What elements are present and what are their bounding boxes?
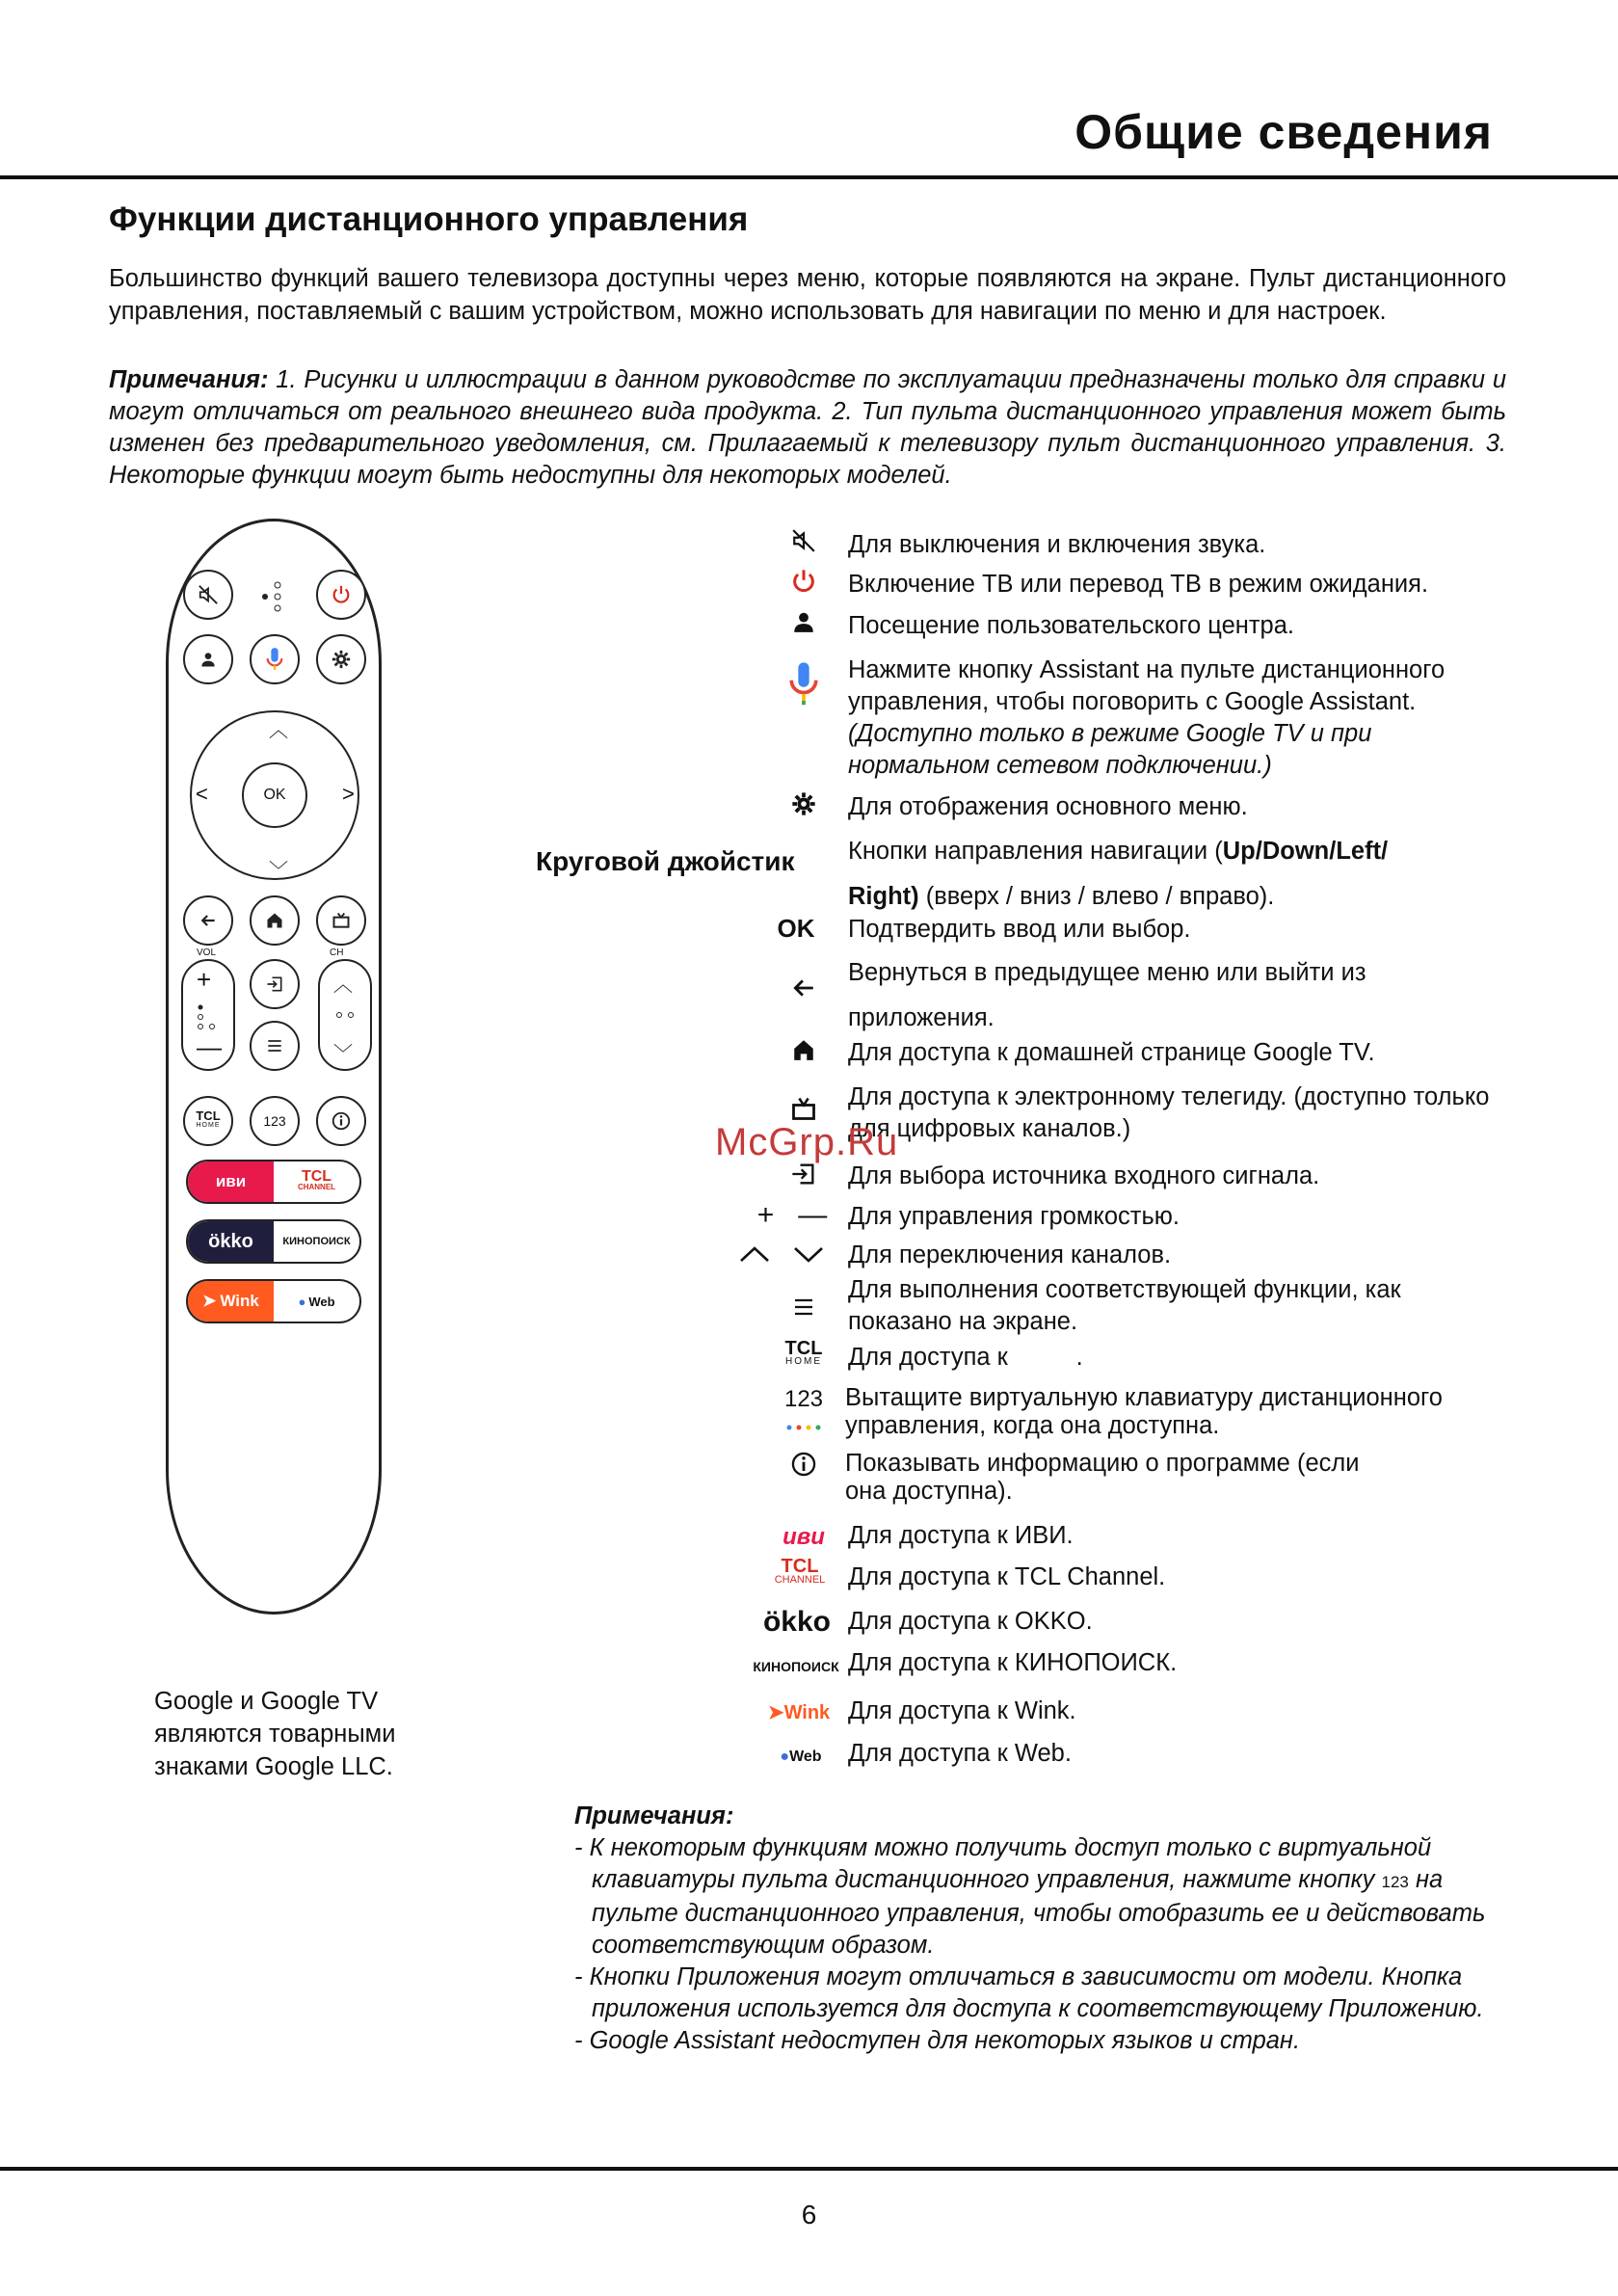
legend-kinopoisk-text: Для доступа к КИНОПОИСК.: [848, 1649, 1178, 1676]
bottom-notes: [574, 1801, 1519, 2057]
input-source-icon: [265, 974, 284, 994]
tcl-channel-logo-text: TCL: [301, 1168, 332, 1185]
joystick-up-icon: ︿: [269, 720, 288, 741]
legend-home-icon: [765, 1037, 842, 1068]
note-1-text-a: - К некоторым функциям можно получить доступ только с виртуальной клавиатуры пульта дистанционного управления, нажмите кнопку: [574, 1834, 1432, 1893]
remote-mute-button: [183, 570, 233, 620]
tcl-home-logo-subtext: HOME: [785, 1356, 822, 1367]
legend-web-logo: [748, 1743, 854, 1772]
remote-ok-button: OK: [242, 762, 307, 828]
tcl-channel-logo-subtext: CHANNEL: [297, 1183, 336, 1191]
remote-vol-label: VOL: [197, 948, 217, 958]
remote-power-button: [316, 570, 366, 620]
legend-tcl-home-icon: [765, 1338, 842, 1369]
page-header-title: Общие сведения: [1074, 105, 1493, 159]
remote-illustration: [166, 519, 382, 1615]
gear-icon: [331, 649, 352, 670]
volume-minus-icon: —: [798, 1199, 828, 1231]
footer-divider: [0, 2167, 1618, 2171]
legend-profile-text: Посещение пользовательского центра.: [848, 612, 1294, 639]
legend-home-text: Для доступа к домашней странице Google TV.: [848, 1039, 1375, 1066]
legend-guide-text: Для доступа к электронному телегиду. (доступно только для цифровых каналов.): [848, 1083, 1490, 1142]
keyboard-icon-text: 123: [783, 1386, 824, 1412]
wink-logo-text: Wink: [220, 1292, 259, 1310]
joystick-left-icon: <: [196, 782, 208, 806]
assistant-availability-note: (Доступно только в режиме Google TV и при нормальном сетевом подключении.): [848, 720, 1372, 779]
mute-icon: [198, 584, 219, 605]
remote-volume-rocker: [181, 959, 235, 1071]
tcl-channel-logo-text: TCL: [781, 1556, 819, 1577]
joystick-label: Круговой джойстик: [536, 846, 795, 876]
volume-plus-icon: +: [197, 965, 212, 994]
wink-arrow-icon: ➤: [202, 1292, 217, 1310]
legend-ivi-logo: иви: [782, 1524, 825, 1550]
legend-profile-icon: [765, 609, 842, 640]
legend-mute-text: Для выключения и включения звука.: [848, 531, 1266, 558]
remote-menu-button: [250, 1021, 300, 1071]
legend-input-source-icon: [765, 1161, 842, 1193]
legend-keyboard-icon: [765, 1388, 842, 1434]
legend-input-text: Для выбора источника входного сигнала.: [848, 1162, 1320, 1189]
remote-assistant-button: [250, 634, 300, 684]
ivi-logo: иви: [188, 1161, 274, 1202]
remote-tcl-home-button: [183, 1096, 233, 1146]
back-arrow-icon: [199, 911, 218, 930]
volume-dots: [195, 1003, 224, 1035]
page-number: 6: [801, 2200, 817, 2229]
intro-paragraph: Большинство функций вашего телевизора доступны через меню, которые появляются на экране. Пульт дистанционного управления, поставляемый с вашим устройством, можно использовать для навигации по меню и для настроек.: [109, 265, 1506, 325]
legend-wink-text: Для доступа к Wink.: [848, 1697, 1076, 1724]
nav-directions-bold-2: Right): [848, 883, 919, 910]
remote-input-button: [250, 959, 300, 1009]
assistant-description: Нажмите кнопку Assistant на пульте дистанционного управления, чтобы поговорить с Google Assistant.: [848, 656, 1446, 715]
legend-assistant-text: [848, 654, 1503, 782]
remote-info-button: [316, 1096, 366, 1146]
legend-info-icon: [765, 1451, 842, 1483]
legend-ok-icon: OK: [777, 914, 815, 943]
tcl-channel-logo-subtext: CHANNEL: [774, 1574, 826, 1586]
channel-down-icon: ﹀: [333, 1044, 353, 1065]
section-title: Функции дистанционного управления: [109, 200, 749, 238]
remote-keyboard-button: 123: [250, 1096, 300, 1146]
legend-info-text: Показывать информацию о программе (если она доступна).: [845, 1450, 1360, 1505]
globe-icon: ●: [298, 1294, 306, 1309]
remote-ch-label: CH: [330, 948, 344, 958]
nav-text-suffix: (вверх / вниз / влево / вправо).: [918, 883, 1275, 910]
tcl-home-logo-text: TCL: [784, 1338, 823, 1359]
remote-led-dots: [260, 579, 289, 614]
legend-settings-text: Для отображения основного меню.: [848, 793, 1248, 820]
legend-ivi-text: Для доступа к ИВИ.: [848, 1522, 1074, 1549]
legend-volume-text: Для управления громкостью.: [848, 1203, 1180, 1230]
legend-mute-icon: [765, 528, 842, 559]
menu-icon: [265, 1036, 284, 1055]
volume-plus-icon: +: [756, 1199, 775, 1231]
legend-keyboard-text: Вытащите виртуальную клавиатуру дистанционного управления, когда она доступна.: [845, 1384, 1443, 1439]
legend-okko-logo: ökko: [762, 1606, 832, 1638]
okko-logo: ökko: [188, 1221, 274, 1262]
notes-text: 1. Рисунки и иллюстрации в данном руководстве по эксплуатации предназначены только для справки и могут отличаться от реального внешнего вида продукта. 2. Тип пульта дистанционного управления может быть изменен без предварительного уведомления, см. Прилагаемый к телевизору пульт дистанционного управления. 3. Некоторые функции могут быть недоступны для некоторых моделей.: [109, 366, 1506, 489]
remote-ivi-tcl-pill: [186, 1160, 361, 1204]
notes-paragraph: [109, 364, 1506, 492]
legend-gear-icon: [765, 790, 842, 823]
legend-wink-logo: [746, 1698, 852, 1727]
home-icon: [265, 911, 284, 930]
info-icon: [331, 1110, 352, 1132]
note-1-text-b: на пульте дистанционного управления, чтобы отобразить ее и действовать соответствующим образом.: [592, 1866, 1486, 1959]
legend-tcl-channel-text: Для доступа к TCL Channel.: [848, 1563, 1166, 1590]
web-logo-text: Web: [308, 1294, 335, 1309]
bottom-note-1: [574, 1832, 1519, 1962]
tcl-home-logo-subtext: HOME: [196, 1122, 221, 1129]
legend-kinopoisk-logo: КИНОПОИСК: [753, 1659, 839, 1674]
legend-okko-text: Для доступа к OKKO.: [848, 1608, 1093, 1635]
legend-power-icon: [765, 568, 842, 601]
legend-volume-icons: [734, 1201, 850, 1230]
remote-guide-button: [316, 895, 366, 946]
nav-text-prefix: Кнопки направления навигации (: [848, 838, 1223, 865]
web-logo-text: Web: [789, 1749, 822, 1765]
channel-up-icon: ︿: [333, 974, 353, 996]
legend-tcl-home-text: Для доступа к .: [848, 1344, 1083, 1371]
globe-icon: ●: [780, 1749, 790, 1765]
channel-dots: [333, 1007, 358, 1025]
bottom-note-2: - Кнопки Приложения могут отличаться в зависимости от модели. Кнопка приложения используется для доступа к соответствующему Приложению.: [574, 1963, 1484, 2022]
legend-power-text: Включение ТВ или перевод ТВ в режим ожидания.: [848, 571, 1429, 598]
remote-settings-button: [316, 634, 366, 684]
bottom-note-3: - Google Assistant недоступен для некоторых языков и стран.: [574, 2027, 1301, 2054]
remote-okko-kinopoisk-pill: [186, 1219, 361, 1264]
bottom-notes-title: Примечания:: [574, 1802, 734, 1829]
legend-back-arrow-icon: [765, 975, 842, 1006]
profile-icon: [199, 650, 218, 669]
wink-logo-text: Wink: [783, 1702, 831, 1723]
trademark-note: Google и Google TV являются товарными знаками Google LLC.: [154, 1688, 396, 1780]
legend-microphone-icon: [765, 659, 842, 715]
joystick-down-icon: ﹀: [269, 861, 288, 882]
legend-back-text: Вернуться в предыдущее меню или выйти из приложения.: [848, 959, 1366, 1031]
joystick-right-icon: >: [342, 782, 355, 806]
microphone-icon: [264, 646, 285, 673]
legend-channel-icons: [730, 1241, 850, 1270]
remote-back-button: [183, 895, 233, 946]
header-divider: [0, 175, 1618, 179]
tcl-channel-logo: [274, 1161, 359, 1202]
legend-tcl-channel-logo: [752, 1556, 848, 1587]
power-icon: [331, 584, 352, 605]
tcl-home-logo-text: TCL: [196, 1108, 221, 1123]
wink-arrow-icon: ➤: [767, 1702, 784, 1723]
legend-ok-text: Подтвердить ввод или выбор.: [848, 916, 1191, 943]
keyboard-icon-dots: [784, 1424, 823, 1431]
remote-profile-button: [183, 634, 233, 684]
volume-minus-icon: —: [197, 1032, 222, 1061]
legend-menu-icon: [765, 1295, 842, 1324]
tv-guide-icon: [332, 911, 351, 930]
legend-web-text: Для доступа к Web.: [848, 1740, 1072, 1767]
nav-directions-bold: Up/Down/Left/: [1222, 838, 1389, 865]
legend-navigation-text: [848, 829, 1484, 920]
remote-home-button: [250, 895, 300, 946]
kinopoisk-logo: КИНОПОИСК: [282, 1236, 351, 1247]
note-1-keyboard-icon: 123: [1381, 1873, 1409, 1891]
remote-channel-rocker: [318, 959, 372, 1071]
legend-channel-text: Для переключения каналов.: [848, 1241, 1172, 1268]
notes-label: Примечания:: [109, 366, 269, 393]
web-logo: [274, 1281, 359, 1322]
watermark: McGrp.Ru: [715, 1121, 899, 1163]
remote-joystick: [190, 710, 359, 880]
legend-menu-text: Для выполнения соответствующей функции, как показано на экране.: [848, 1276, 1401, 1335]
remote-wink-web-pill: [186, 1279, 361, 1323]
wink-logo: [188, 1281, 274, 1322]
